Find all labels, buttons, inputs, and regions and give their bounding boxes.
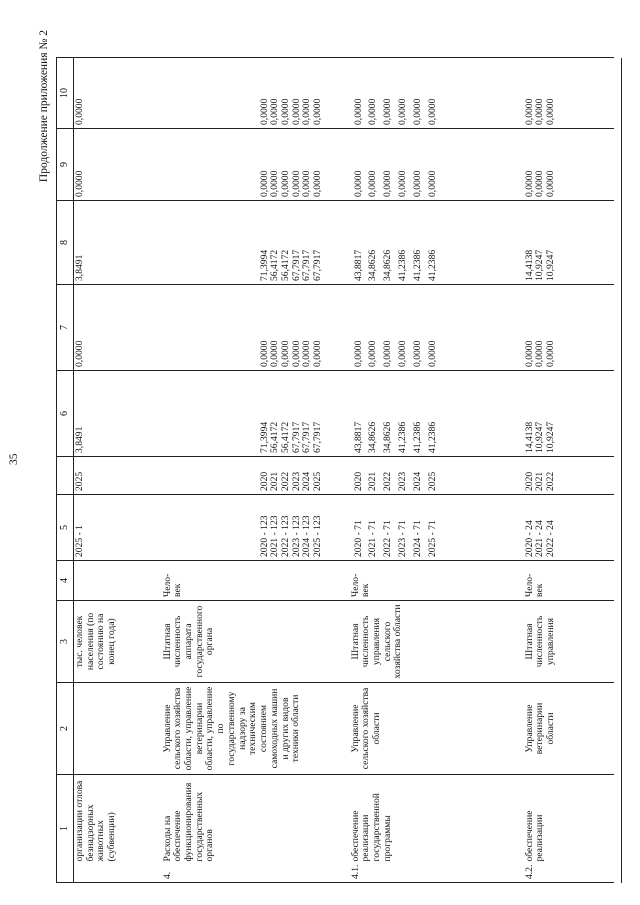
cell-code: 2025 - 1 (74, 495, 162, 561)
table-row (74, 58, 162, 883)
cell-unit (74, 561, 162, 601)
cell-name: организации отлова безнадзорных животных (субвенции) (74, 775, 162, 865)
table-bottom-rule (621, 58, 622, 883)
cell-code: 2020 - 71 2021 - 71 2022 - 71 2023 - 71 2024 - 71 2025 - 71 (350, 495, 524, 561)
cell-indicator: Штатная численность аппарата государственного органа (162, 601, 350, 683)
col-header-3: 3 (57, 601, 74, 683)
cell-c9: 0,0000 0,0000 0,0000 0,0000 0,0000 0,0000 (162, 129, 350, 201)
cell-name: Расходы на обеспечение функционирования государственных органов (162, 775, 350, 865)
cell-c10: 0,0000 0,0000 0,0000 (524, 58, 614, 129)
cell-c7: 0,0000 (74, 285, 162, 371)
cell-year: 2020 2021 2022 (524, 457, 614, 495)
cell-name: обеспечение реализации государственной программы (350, 775, 524, 865)
cell-year: 2020 2021 2022 2023 2024 2025 (350, 457, 524, 495)
appendix-title: Продолжение приложения № 2 (38, 30, 50, 183)
table-row (162, 58, 350, 883)
cell-exec (74, 683, 162, 775)
cell-year: 2025 (74, 457, 162, 495)
cell-c9: 0,0000 (74, 129, 162, 201)
table-row (524, 58, 614, 883)
cell-c7: 0,0000 0,0000 0,0000 0,0000 0,0000 0,0000 (162, 285, 350, 371)
cell-c10: 0,0000 (74, 58, 162, 129)
col-header-8: 8 (57, 201, 74, 285)
col-header-2: 2 (57, 683, 74, 775)
cell-year: 2020 2021 2022 2023 2024 2025 (162, 457, 350, 495)
col-header-10: 10 (57, 58, 74, 129)
cell-c10: 0,0000 0,0000 0,0000 0,0000 0,0000 0,0000 (162, 58, 350, 129)
cell-name: обеспечение реализации (524, 775, 614, 865)
cell-total: 14,4138 10,9247 10,9247 (524, 371, 614, 457)
cell-unit: Чело-век (162, 561, 350, 601)
cell-c10: 0,0000 0,0000 0,0000 0,0000 0,0000 0,0000 (350, 58, 524, 129)
cell-c9: 0,0000 0,0000 0,0000 0,0000 0,0000 0,0000 (350, 129, 524, 201)
cell-c9: 0,0000 0,0000 0,0000 (524, 129, 614, 201)
cell-total: 43,8817 34,8626 34,8626 41,2386 41,2386 41,2386 (350, 371, 524, 457)
data-table (56, 57, 614, 883)
cell-indicator: тыс. человек населения (по состоянию на конец года) (74, 601, 162, 683)
col-header-9: 9 (57, 129, 74, 201)
cell-total: 3,8491 (74, 371, 162, 457)
cell-num: 4.1. (350, 865, 524, 883)
cell-num: 4. (162, 865, 350, 883)
col-header-6: 6 (57, 371, 74, 457)
cell-exec: Управление ветеринарии области (524, 683, 614, 775)
col-header-4: 4 (57, 561, 74, 601)
cell-indicator: Штатная численность управления сельского хозяйства области (350, 601, 524, 683)
cell-num: 4.2. (524, 865, 614, 883)
cell-c8: 14,4138 10,9247 10,9247 (524, 201, 614, 285)
table-row (350, 58, 524, 883)
col-header-1: 1 (57, 775, 74, 883)
cell-code: 2020 - 24 2021 - 24 2022 - 24 (524, 495, 614, 561)
cell-c8: 3,8491 (74, 201, 162, 285)
cell-c7: 0,0000 0,0000 0,0000 (524, 285, 614, 371)
col-header-5: 5 (57, 495, 74, 561)
header-row (57, 58, 74, 883)
page-number: 35 (8, 453, 20, 465)
col-header-7: 7 (57, 285, 74, 371)
cell-c8: 71,3994 56,4172 56,4172 67,7917 67,7917 67,7917 (162, 201, 350, 285)
cell-exec: Управление сельского хозяйства области (350, 683, 524, 775)
cell-c8: 43,8817 34,8626 34,8626 41,2386 41,2386 41,2386 (350, 201, 524, 285)
cell-total: 71,3994 56,4172 56,4172 67,7917 67,7917 67,7917 (162, 371, 350, 457)
cell-num (74, 865, 162, 883)
col-header-5b (57, 457, 74, 495)
cell-c7: 0,0000 0,0000 0,0000 0,0000 0,0000 0,0000 (350, 285, 524, 371)
cell-unit: Чело-век (524, 561, 614, 601)
cell-exec: Управление сельского хозяйства области, управление ветеринарии области, управление по государственному надзору за техническим состоянием самоходных машин и других видов техники области (162, 683, 350, 775)
cell-indicator: Штатная численность управления (524, 601, 614, 683)
cell-code: 2020 - 123 2021 - 123 2022 - 123 2023 - 123 2024 - 123 2025 - 123 (162, 495, 350, 561)
cell-unit: Чело-век (350, 561, 524, 601)
